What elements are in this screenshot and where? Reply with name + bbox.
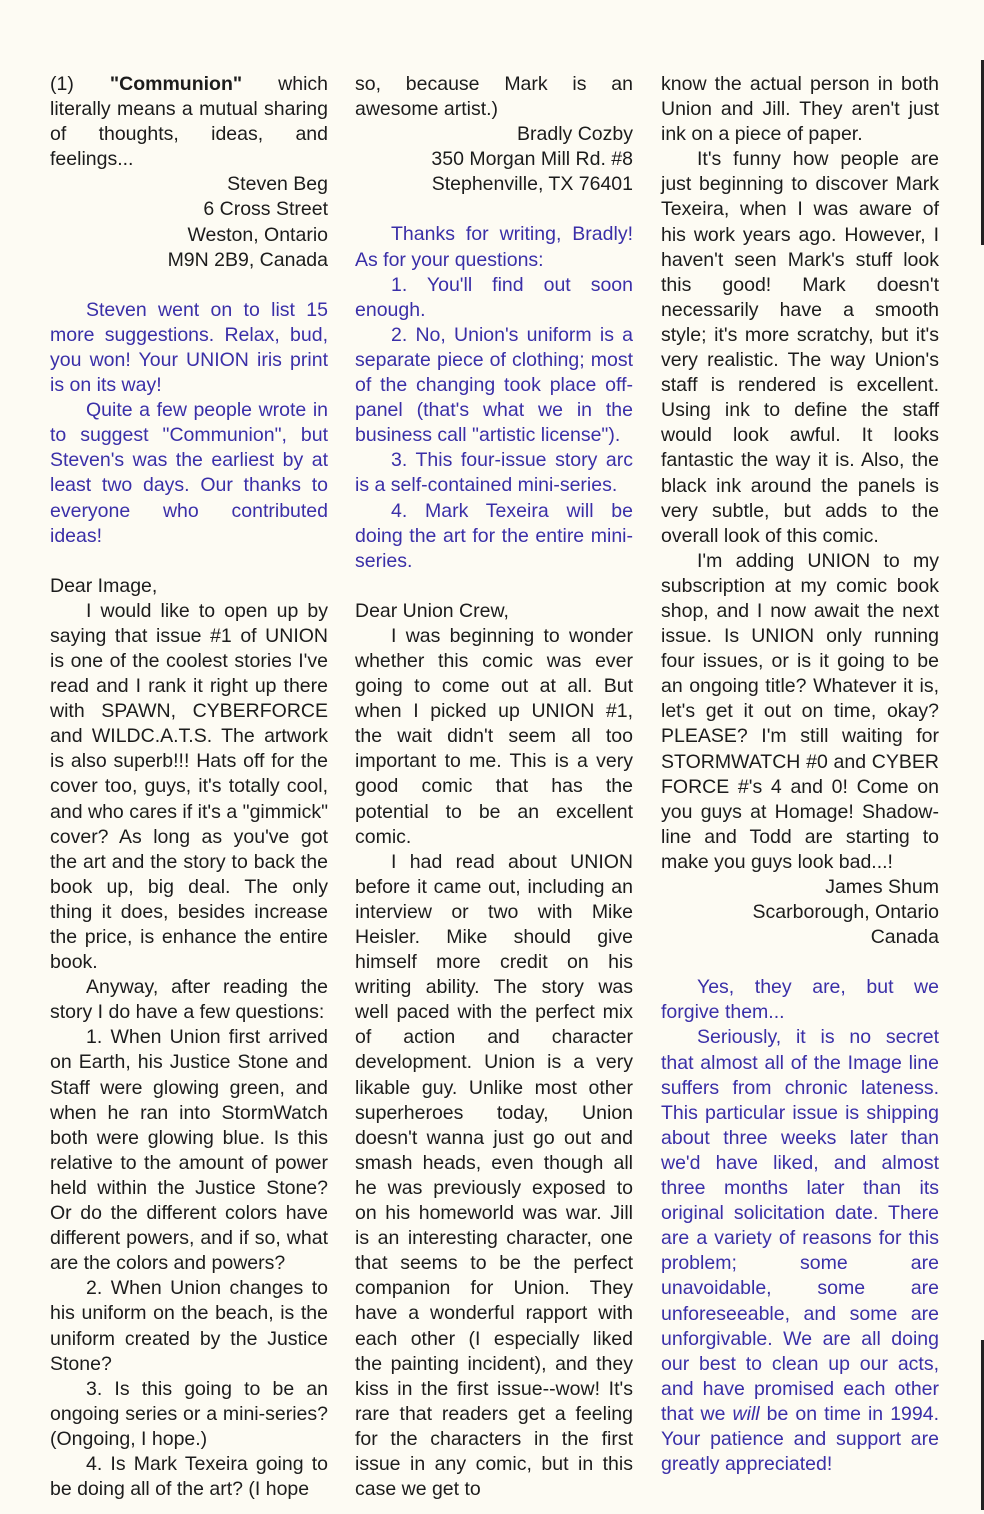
signature-address: 6 Cross Street <box>203 198 328 221</box>
letter-paragraph: I'm adding UNION to my subscription at my comic book shop, and I now await the next issue. Is UNION only running four issues, or is it going to be an ongoing title? Whatever it is, let's get it out on time, okay? PLEASE? I'm still waiting for STORMWATCH #0 and CYBER FORCE #'s 4 and 0! Come on you guys at Homage! Shadow-line and Todd are starting to make you guys look bad...! <box>661 549 939 873</box>
letter-question: 3. Is this going to be an ongoing series or a mini-series? (Ongoing, I hope.) <box>50 1377 328 1450</box>
signature-name: James Shum <box>825 876 939 898</box>
editor-reply: Yes, they are, but we forgive them... <box>661 976 939 1024</box>
signature-name: Steven Beg <box>227 173 328 196</box>
letter-paragraph: I would like to open up by saying that issue #1 of UNION is one of the coolest stories I've read and I rank it right up there with SPAWN, CYBERFORCE and WILDC.A.T.S. The artwork is also superb!!! Hats off for the cover too, guys, it's totally cool, and who cares if it's a "gimmick" cover? As long as you've got the art and the story to back the book up, big deal. The only thing it does, besides increase the price, is enhance the entire book. <box>50 599 328 974</box>
column-2 <box>355 72 633 1502</box>
letter-paragraph: It's funny how people are just beginning to discover Mark Texeira, when I was aware of his work years ago. However, I haven't seen Mark's stuff look this good! Mark doesn't necessarily have a smooth style; it's more scratchy, but it's very realistic. The way Union's staff is rendered is excellent. Using ink to define the staff would look awful. It looks fantastic the way it is. Also, the black ink around the panels is very subtle, but adds to the overall look of this comic. <box>661 148 939 547</box>
signature-address: M9N 2B9, Canada <box>167 248 328 271</box>
column-3 <box>661 72 939 1477</box>
letter-paragraph: (1) "Communion" which literally means a mutual sharing of thoughts, ideas, and feelings... <box>50 73 328 171</box>
letter-paragraph: know the actual person in both Union and Jill. They aren't just ink on a piece of paper. <box>661 73 939 146</box>
editor-reply: 3. This four-issue story arc is a self-contained mini-series. <box>355 449 633 497</box>
editor-reply: Thanks for writing, Bradly! As for your questions: <box>355 223 633 271</box>
letter-question: 4. Is Mark Texeira going to be doing all of the art? (I hope <box>50 1452 328 1501</box>
editor-reply: 4. Mark Texeira will be doing the art for the entire mini-series. <box>355 499 633 572</box>
signature-address: Weston, Ontario <box>187 223 328 246</box>
signature-address: Canada <box>870 926 939 949</box>
signature-name: Bradly Cozby <box>517 123 633 146</box>
column-1 <box>50 72 328 1502</box>
editor-reply: Seriously, it is no secret that almost all of the Image line suffers from chronic lateness. This particular issue is shipping about three weeks later than we'd have liked, and almost three months later than its original solicitation date. There are a variety of reasons for this problem; some are unavoidable, some are unforeseeable, and some are unforgivable. We are all doing our best to clean up our acts, and have promised each other that we will be on time in 1994. Your patience and support are greatly appreciated! <box>661 1026 939 1476</box>
signature-address: Scarborough, Ontario <box>752 901 939 924</box>
letter-salutation: Dear Union Crew, <box>355 599 509 622</box>
letter-salutation: Dear Image, <box>50 574 158 597</box>
editor-reply: 2. No, Union's uniform is a separate piece of clothing; most of the changing took place off-panel (that's what we in the business call "artistic license"). <box>355 323 633 447</box>
letter-question: 1. When Union first arrived on Earth, his Justice Stone and Staff were glowing green, and when he ran into StormWatch both were glowing blue. Is this relative to the amount of power held within the Justice Stone? Or do the different colors have different powers, and if so, what are the colors and powers? <box>50 1026 328 1275</box>
letter-question: 2. When Union changes to his uniform on the beach, is the uniform created by the Justice Stone? <box>50 1277 328 1375</box>
letter-paragraph: so, because Mark is an awesome artist.) <box>355 73 633 121</box>
letter-paragraph: Anyway, after reading the story I do have a few questions: <box>50 976 328 1024</box>
signature-address: Stephenville, TX 76401 <box>431 173 633 196</box>
letter-paragraph: I was beginning to wonder whether this comic was ever going to come out at all. But when I picked up UNION #1, the wait didn't seem all too important to me. This is a very good comic that has the potential to be an excellent comic. <box>355 624 633 848</box>
editor-reply: 1. You'll find out soon enough. <box>355 273 633 321</box>
editor-reply: Steven went on to list 15 more suggestions. Relax, bud, you won! Your UNION iris print is on its way! <box>50 298 328 397</box>
letter-paragraph: I had read about UNION before it came out, including an interview or two with Mike Heisler. Mike should give himself more credit on his writing ability. The story was well paced with the perfect mix of action and character development. Union is a very likable guy. Unlike most other superheroes today, Union doesn't wanna just go out and smash heads, even though all he was previously exposed to on his homeworld was war. Jill is an interesting character, one that seems to be the perfect companion for Union. They have a wonderful rapport with each other (I especially liked the painting incident), and they kiss in the first issue--wow! It's rare that readers get a feeling for the characters in the first issue in any comic, but in this case we get to <box>355 850 633 1501</box>
editor-reply: Quite a few people wrote in to suggest "Communion", but Steven's was the earliest by at least two days. Our thanks to everyone who contributed ideas! <box>50 399 328 547</box>
signature-address: 350 Morgan Mill Rd. #8 <box>431 148 633 171</box>
